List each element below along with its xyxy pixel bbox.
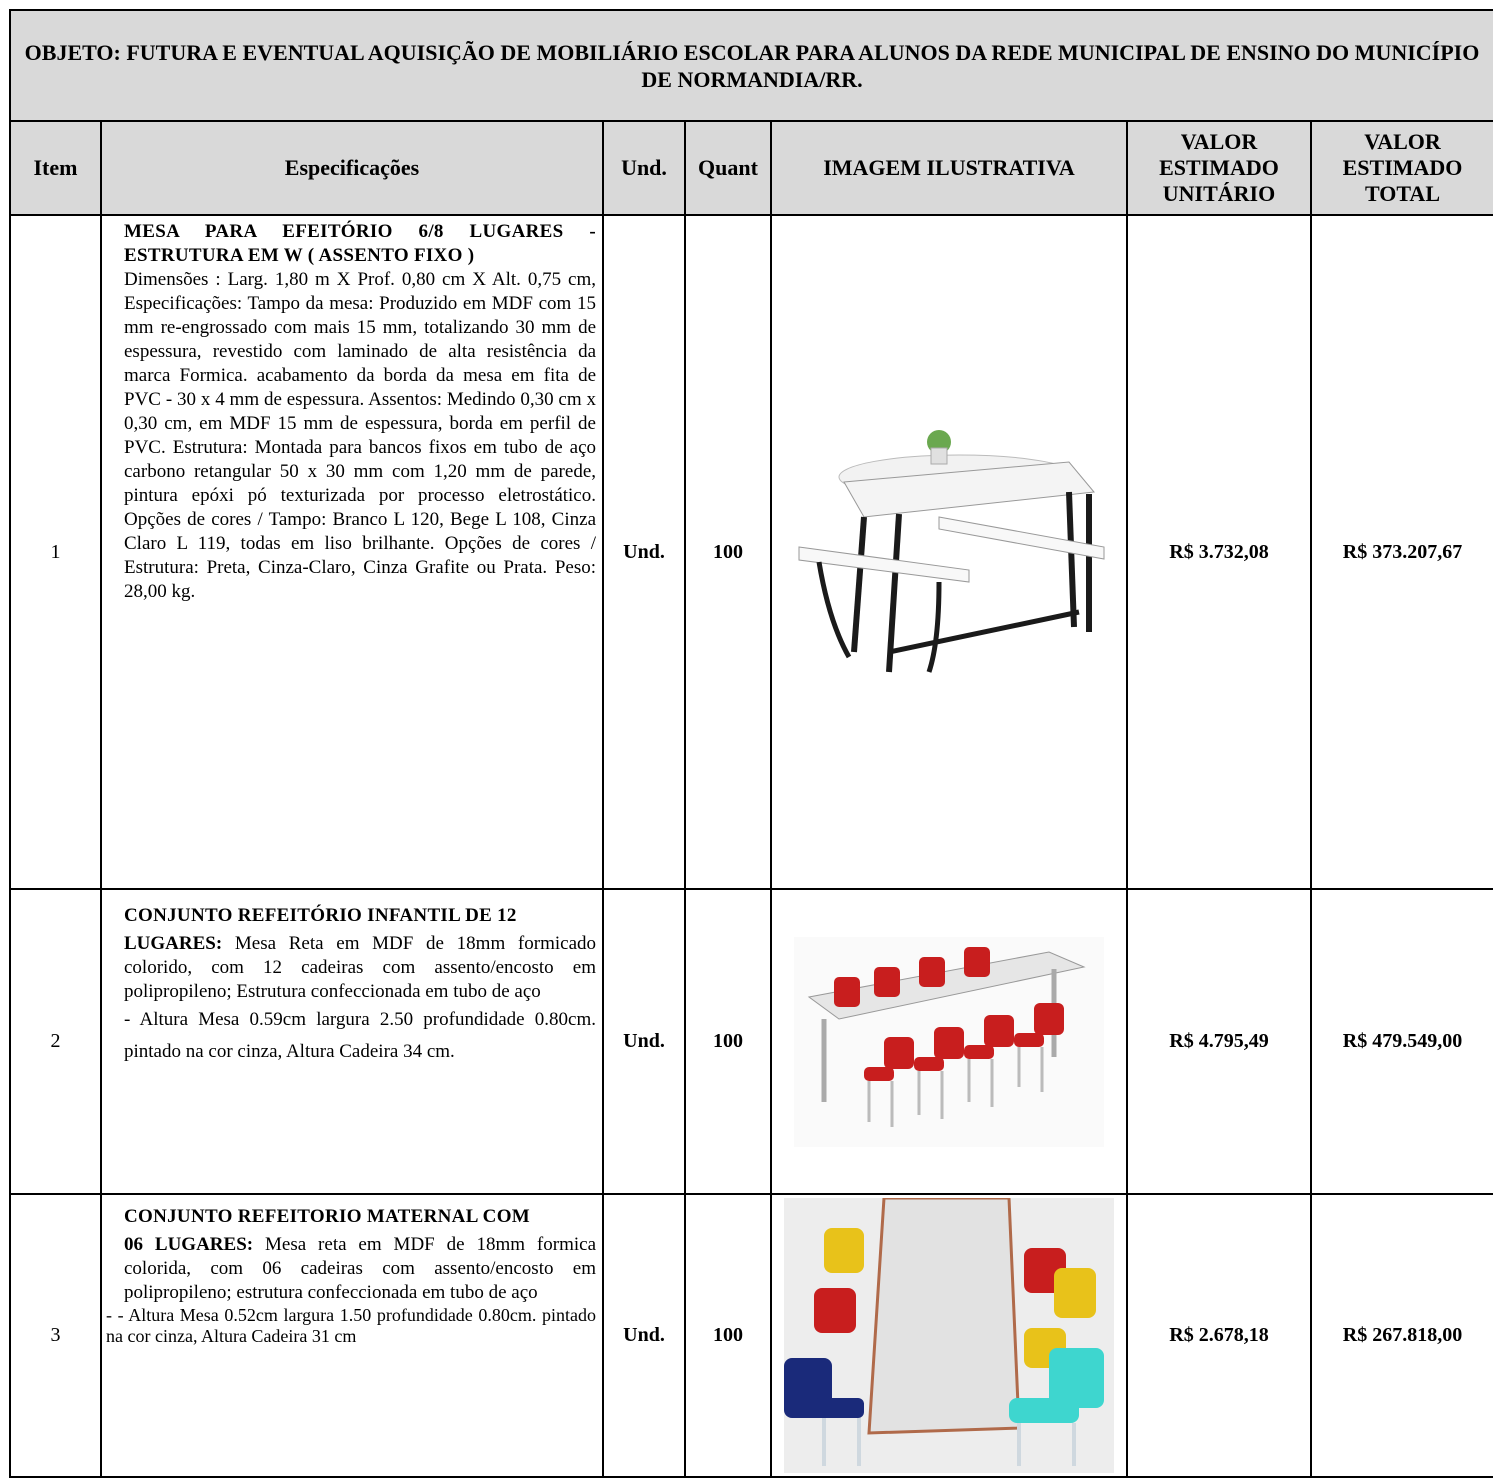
cafeteria-set-6-illustration xyxy=(784,1198,1114,1473)
item-number: 1 xyxy=(10,215,101,889)
item-description: Mesa Reta em MDF de 18mm formicado colorido, com 12 cadeiras com assento/encosto em polipropileno; Estrutura confeccionada em tubo de aço xyxy=(124,933,597,1002)
item-lead: LUGARES: xyxy=(124,933,223,954)
item-lead: 06 LUGARES: xyxy=(124,1234,254,1255)
item-qty: 100 xyxy=(685,215,771,889)
header-spec: Especificações xyxy=(101,121,603,215)
table-row xyxy=(10,1194,1493,1477)
item-dimensions: - - Altura Mesa 0.52cm largura 1.50 profundidade 0.80cm. pintado na cor cinza, Altura Cadeira 31 cm xyxy=(106,1305,596,1346)
item-title: CONJUNTO REFEITÓRIO INFANTIL DE 12 xyxy=(124,905,517,926)
cafeteria-set-12-illustration xyxy=(794,937,1104,1147)
header-item: Item xyxy=(10,121,101,215)
item-spec xyxy=(101,889,603,1194)
header-total-value: VALOR ESTIMADO TOTAL xyxy=(1311,121,1493,215)
table-row xyxy=(10,889,1493,1194)
item-unit-value: R$ 3.732,08 xyxy=(1127,215,1311,889)
item-qty: 100 xyxy=(685,889,771,1194)
item-title: CONJUNTO REFEITORIO MATERNAL COM xyxy=(124,1206,531,1227)
furniture-table xyxy=(9,9,1493,1478)
cafeteria-table-illustration xyxy=(789,422,1109,682)
item-number: 2 xyxy=(10,889,101,1194)
item-image xyxy=(771,1194,1127,1477)
header-qty: Quant xyxy=(685,121,771,215)
item-unit: Und. xyxy=(603,889,685,1194)
item-number: 3 xyxy=(10,1194,101,1477)
item-unit: Und. xyxy=(603,215,685,889)
header-unit-value: VALOR ESTIMADO UNITÁRIO xyxy=(1127,121,1311,215)
item-image xyxy=(771,889,1127,1194)
item-spec xyxy=(101,215,603,889)
item-total-value: R$ 373.207,67 xyxy=(1311,215,1493,889)
item-total-value: R$ 479.549,00 xyxy=(1311,889,1493,1194)
item-dimensions: - Altura Mesa 0.59cm largura 2.50 profundidade 0.80cm. pintado na cor cinza, Altura Cadeira 34 cm. xyxy=(124,1009,596,1062)
header-unit: Und. xyxy=(603,121,685,215)
item-unit-value: R$ 2.678,18 xyxy=(1127,1194,1311,1477)
document-title: OBJETO: FUTURA E EVENTUAL AQUISIÇÃO DE MOBILIÁRIO ESCOLAR PARA ALUNOS DA REDE MUNICIPAL DE ENSINO DO MUNICÍPIO DE NORMANDIA/RR. xyxy=(10,10,1493,121)
item-total-value: R$ 267.818,00 xyxy=(1311,1194,1493,1477)
item-unit: Und. xyxy=(603,1194,685,1477)
table-row xyxy=(10,215,1493,889)
item-description: Dimensões : Larg. 1,80 m X Prof. 0,80 cm X Alt. 0,75 cm, Especificações: Tampo da mesa: Produzido em MDF com 15 mm re-engrossado com mais 15 mm, totalizando 30 mm de espessura, revestido com laminado de alta resistência da marca Formica. acabamento da borda da mesa em fita de PVC - 30 x 4 mm de espessura. Assentos: Medindo 0,30 cm x 0,30 cm, em MDF 15 mm de espessura, borda em perfil de PVC. Estrutura: Montada para bancos fixos em tubo de aço carbono retangular 50 x 30 mm com 1,20 mm de parede, pintura epóxi pó texturizada por processo eletrostático. Opções de cores / Tampo: Branco L 120, Bege L 108, Cinza Claro L 119, todas em liso brilhante. Opções de cores / Estrutura: Preta, Cinza-Claro, Cinza Grafite ou Prata. Peso: 28,00 kg. xyxy=(124,269,596,602)
item-description: Mesa reta em MDF de 18mm formica colorida, com 06 cadeiras com assento/encosto em polipropileno; estrutura confeccionada em tubo de aço xyxy=(124,1234,597,1303)
item-title: MESA PARA EFEITÓRIO 6/8 LUGARES - ESTRUTURA EM W ( ASSENTO FIXO ) xyxy=(124,221,596,266)
item-spec xyxy=(101,1194,603,1477)
item-unit-value: R$ 4.795,49 xyxy=(1127,889,1311,1194)
item-qty: 100 xyxy=(685,1194,771,1477)
item-image xyxy=(771,215,1127,889)
header-image: IMAGEM ILUSTRATIVA xyxy=(771,121,1127,215)
